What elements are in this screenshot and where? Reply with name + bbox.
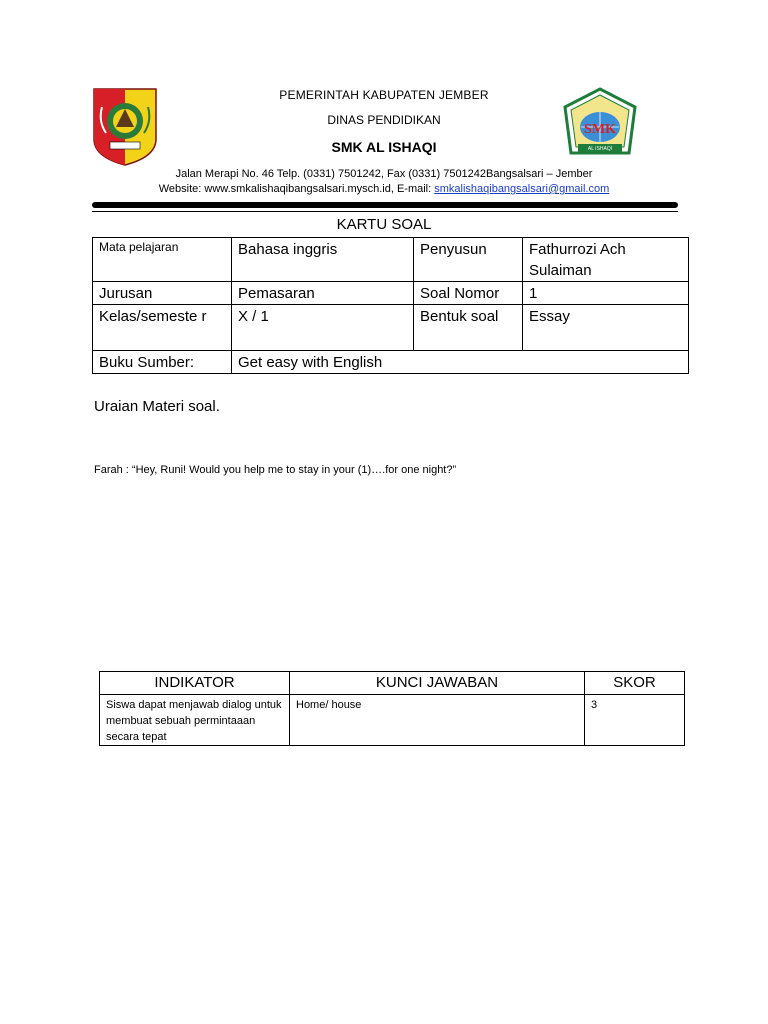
letterhead-government: PEMERINTAH KABUPATEN JEMBER: [279, 88, 489, 102]
email-link[interactable]: smkalishaqibangsalsari@gmail.com: [434, 183, 610, 195]
table-row: [93, 305, 689, 351]
value-author: Fathurrozi Ach Sulaiman: [523, 238, 689, 282]
answer-cell: Home/ house: [290, 695, 585, 746]
label-class: Kelas/semeste r: [93, 305, 232, 351]
label-source-book: Buku Sumber:: [93, 351, 232, 374]
score-cell: 3: [585, 695, 685, 746]
label-subject: Mata pelajaran: [93, 238, 232, 282]
svg-text:SMK: SMK: [584, 122, 616, 137]
card-info-table: [92, 237, 689, 374]
table-row: [93, 238, 689, 282]
letterhead-website: [0, 183, 768, 195]
letterhead-school-name: SMK AL ISHAQI: [331, 139, 437, 155]
indicator-text: Siswa dapat menjawab dialog untuk membuat sebuah permintaaan secara tepat: [106, 699, 282, 743]
letterhead-address: Jalan Merapi No. 46 Telp. (0331) 7501242, Fax (0331) 7501242Bangsalsari – Jember: [175, 168, 593, 180]
material-heading: Uraian Materi soal.: [94, 398, 220, 415]
header-divider-thin: [92, 211, 678, 212]
header-indicator: INDIKATOR: [100, 672, 290, 695]
card-title: KARTU SOAL: [336, 216, 432, 233]
table-row: [100, 695, 685, 746]
answer-table: [99, 671, 685, 746]
header-answer-key: KUNCI JAWABAN: [290, 672, 585, 695]
table-row: [93, 351, 689, 374]
label-major: Jurusan: [93, 282, 232, 305]
value-class: X / 1: [232, 305, 414, 351]
label-author: Penyusun: [414, 238, 523, 282]
question-text: Farah : “Hey, Runi! Would you help me to stay in your (1)….for one night?”: [94, 464, 457, 476]
table-row: [93, 282, 689, 305]
header-score: SKOR: [585, 672, 685, 695]
value-question-type: Essay: [523, 305, 689, 351]
website-text: Website: www.smkalishaqibangsalsari.mysch.id, E-mail:: [158, 183, 435, 195]
value-source-book: Get easy with English: [232, 351, 689, 374]
smk-al-ishaqi-logo: [561, 87, 639, 163]
label-question-number: Soal Nomor: [414, 282, 523, 305]
indicator-cell: [100, 695, 290, 746]
header-divider-thick: [92, 202, 678, 208]
value-major: Pemasaran: [232, 282, 414, 305]
value-subject: Bahasa inggris: [232, 238, 414, 282]
table-header-row: [100, 672, 685, 695]
svg-text:AL ISHAQI: AL ISHAQI: [587, 146, 613, 152]
value-question-number: 1: [523, 282, 689, 305]
letterhead-department: DINAS PENDIDIKAN: [327, 113, 441, 127]
label-question-type: Bentuk soal: [414, 305, 523, 351]
